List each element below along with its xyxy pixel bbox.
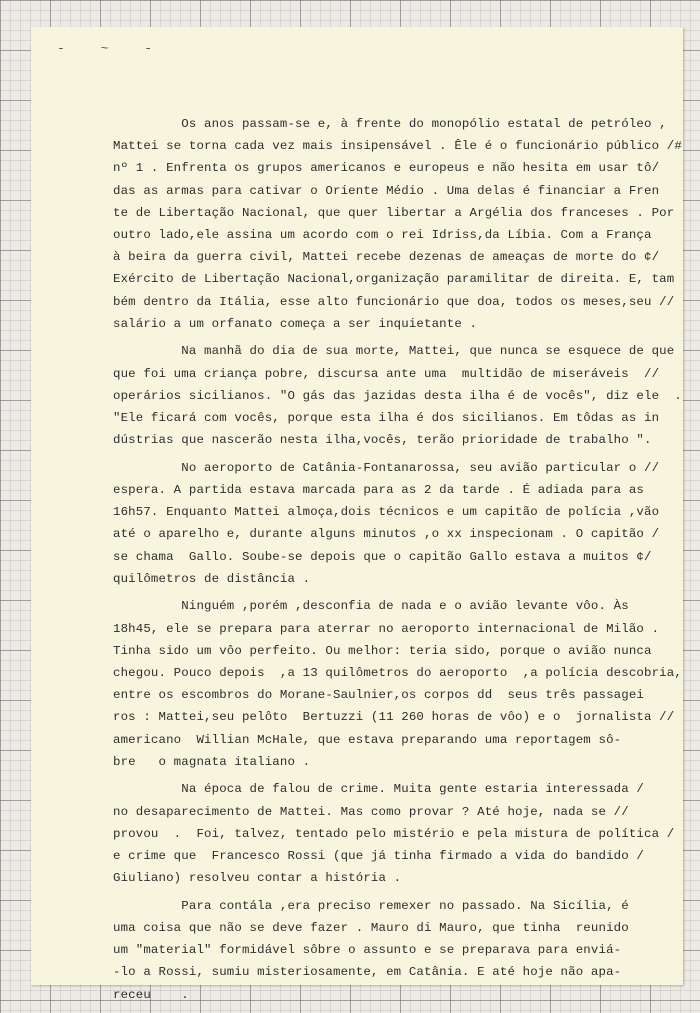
text-line: um "material" formidável sôbre o assunto e se preparava para enviá- [113,943,622,958]
paragraph [113,778,700,889]
page-top-marks: - ~ - [57,41,167,56]
text-line: entre os escombros do Morane-Saulnier,os corpos dd seus três passagei [113,688,644,703]
text-line: provou . Foi, talvez, tentado pelo mistério e pela mistura de política / [113,826,675,841]
paragraph [113,457,700,590]
text-line: Tinha sido um vôo perfeito. Ou melhor: teria sido, porque o avião nunca [113,643,652,658]
text-line: outro lado,ele assina um acordo com o rei Idriss,da Líbia. Com a França [113,227,652,242]
text-line: chegou. Pouco depois ,a 13 quilômetros do aeroporto ,a polícia descobria, [113,666,682,680]
text-line: bre o magnata italiano . [113,754,311,769]
text-line: bém dentro da Itália, esse alto funcionário que doa, todos os meses,seu // [113,294,675,309]
text-line: te de Libertação Nacional, que quer libertar a Argélia dos franceses . Por [113,205,675,220]
text-line: Giuliano) resolveu contar a história . [113,871,402,886]
text-line: espera. A partida estava marcada para as 2 da tarde . É adiada para as [113,483,644,497]
text-line: se chama Gallo. Soube-se depois que o capitão Gallo estava a muitos ¢/ [113,549,652,564]
text-line: até o aparelho e, durante alguns minutos ,o xx inspecionam . O capitão / [113,527,660,542]
text-line: Mattei se torna cada vez mais insipensável . Êle é o funcionário público /# [113,139,682,154]
text-line: uma coisa que não se deve fazer . Mauro di Mauro, que tinha reunido [113,921,629,936]
paragraph [113,340,700,451]
paragraph [113,113,700,335]
document-body [113,113,700,1006]
text-line: no desaparecimento de Mattei. Mas como provar ? Até hoje, nada se // [113,804,629,819]
paragraph [113,895,700,1006]
text-line: 16h57. Enquanto Mattei almoça,dois técnicos e um capitão de polícia ,vão [113,505,660,520]
text-line: quilômetros de distância . [113,571,311,586]
text-line: dústrias que nascerão nesta ilha,vocês, terão prioridade de trabalho ". [113,433,652,448]
text-line: e crime que Francesco Rossi (que já tinha firmado a vida do bandido / [113,849,644,863]
text-line: "Ele ficará com vocês, porque esta ilha é dos sicilianos. Em tôdas as in [113,410,660,425]
text-line: Exército de Libertação Nacional,organização paramilitar de direita. E, tam [113,272,675,287]
paragraph [113,595,700,773]
text-line: operários sicilianos. "O gás das jazidas desta ilha é de vocês", diz ele . [113,388,682,403]
text-line: No aeroporto de Catânia-Fontanarossa, seu avião particular o // [113,460,660,475]
text-line: -lo a Rossi, sumiu misteriosamente, em Catânia. E até hoje não apa- [113,965,622,980]
text-line: à beira da guerra civil, Mattei recebe dezenas de ameaças de morte do ¢/ [113,250,660,265]
text-line: salário a um orfanato começa a ser inquietante . [113,316,478,331]
text-line: receu . [113,987,189,1002]
text-line: Para contála ,era preciso remexer no passado. Na Sicília, é [113,898,629,913]
text-line: Os anos passam-se e, à frente do monopólio estatal de petróleo , [113,117,667,131]
text-line: ros : Mattei,seu pelôto Bertuzzi (11 260 horas de vôo) e o jornalista // [113,710,675,725]
text-line: nº 1 . Enfrenta os grupos americanos e europeus e não hesita em usar tô/ [113,161,660,176]
text-line: americano Willian McHale, que estava preparando uma reportagem sô- [113,732,622,747]
text-line: das as armas para cativar o Oriente Médio . Uma delas é financiar a Fren [113,183,660,198]
text-line: que foi uma criança pobre, discursa ante uma multidão de miseráveis // [113,366,660,381]
text-line: Na manhã do dia de sua morte, Mattei, que nunca se esquece de que [113,344,675,359]
typewritten-page [31,27,683,1002]
text-line: Ninguém ,porém ,desconfia de nada e o avião levante vôo. Às [113,599,629,614]
text-line: 18h45, ele se prepara para aterrar no aeroporto internacional de Milão . [113,621,660,636]
text-line: Na época de falou de crime. Muita gente estaria interessada / [113,782,644,797]
